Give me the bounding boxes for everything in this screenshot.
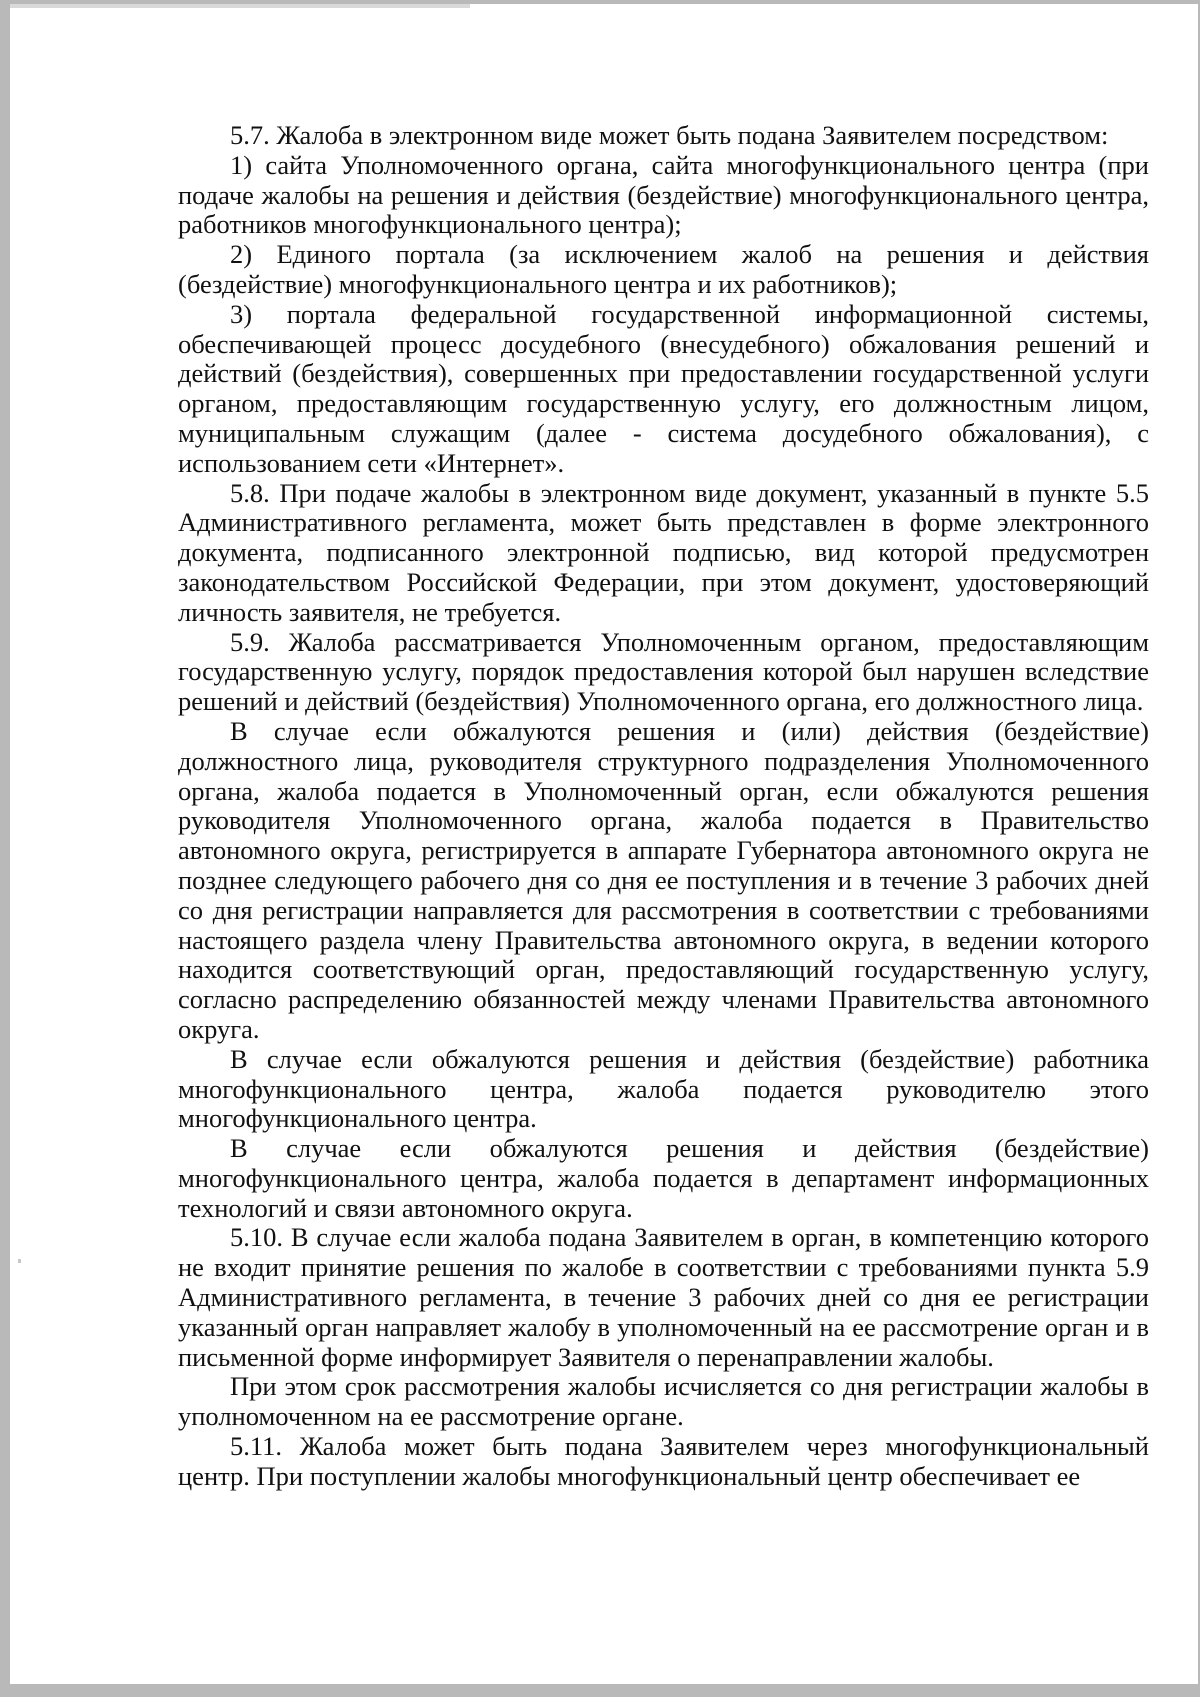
paragraph-5-9-mfc-worker: В случае если обжалуются решения и действия (бездействие) работника многофункционального центра, жалоба подается руководителю этого многофункционального центра. <box>178 1043 1149 1134</box>
page-edge-shadow <box>10 4 470 8</box>
paragraph-5-8: 5.8. При подаче жалобы в электронном виде документ, указанный в пункте 5.5 Административного регламента, может быть представлен в форме электронного документа, подписанного электронной подписью, вид которой предусмотрен законодательством Российской Федерации, при этом документ, удостоверяющий личность заявителя, не требуется. <box>178 477 1149 627</box>
paragraph-5-7-item-3: 3) портала федеральной государственной информационной системы, обеспечивающей процесс досудебного (внесудебного) обжалования решений и действий (бездействия), совершенных при предоставлении государственной услуги органом, предоставляющим государственную услугу, его должностным лицом, муниципальным служащим (далее - система досудебного обжалования), с использованием сети «Интернет». <box>178 298 1149 478</box>
paragraph-5-10-term: При этом срок рассмотрения жалобы исчисляется со дня регистрации жалобы в уполномоченном на ее рассмотрение органе. <box>178 1371 1149 1432</box>
document-page <box>10 4 1198 1684</box>
paragraph-5-11: 5.11. Жалоба может быть подана Заявителем через многофункциональный центр. При поступлении жалобы многофункциональный центр обеспечивает ее <box>178 1431 1149 1491</box>
paragraph-5-9-officials: В случае если обжалуются решения и (или) действия (бездействие) должностного лица, руководителя структурного подразделения Уполномоченного органа, жалоба подается в Уполномоченный орган, если обжалуются решения руководителя Уполномоченного органа, жалоба подается в Правительство автономного округа, регистрируется в аппарате Губернатора автономного округа не позднее следующего рабочего дня со дня ее поступления и в течение 3 рабочих дней со дня регистрации направляется для рассмотрения в соответствии с требованиями настоящего раздела члену Правительства автономного округа, в ведении которого находится соответствующий орган, предоставляющий государственную услугу, согласно распределению обязанностей между членами Правительства автономного округа. <box>178 715 1149 1044</box>
paragraph-5-7: 5.7. Жалоба в электронном виде может быть подана Заявителем посредством: <box>230 120 1109 150</box>
paragraph-5-7-item-1: 1) сайта Уполномоченного органа, сайта многофункционального центра (при подаче жалобы на решения и действия (бездействие) многофункционального центра, работников многофункционального центра); <box>178 149 1149 240</box>
paragraph-5-10: 5.10. В случае если жалоба подана Заявителем в орган, в компетенцию которого не входит принятие решения по жалобе в соответствии с требованиями пункта 5.9 Административного регламента, в течение 3 рабочих дней со дня ее регистрации указанный орган направляет жалобу в уполномоченный на ее рассмотрение орган и в письменной форме информирует Заявителя о перенаправлении жалобы. <box>178 1222 1149 1372</box>
scan-mark <box>18 1259 21 1263</box>
document-body <box>178 121 1149 1492</box>
paragraph-5-9-mfc: В случае если обжалуются решения и действия (бездействие) многофункционального центра, жалоба подается в департамент информационных технологий и связи автономного округа. <box>178 1133 1149 1223</box>
paragraph-5-7-item-2: 2) Единого портала (за исключением жалоб на решения и действия (бездействие) многофункционального центра и их работников); <box>178 239 1149 299</box>
paragraph-5-9: 5.9. Жалоба рассматривается Уполномоченным органом, предоставляющим государственную услугу, порядок предоставления которой был нарушен вследствие решений и действий (бездействия) Уполномоченного органа, его должностного лица. <box>178 626 1149 717</box>
